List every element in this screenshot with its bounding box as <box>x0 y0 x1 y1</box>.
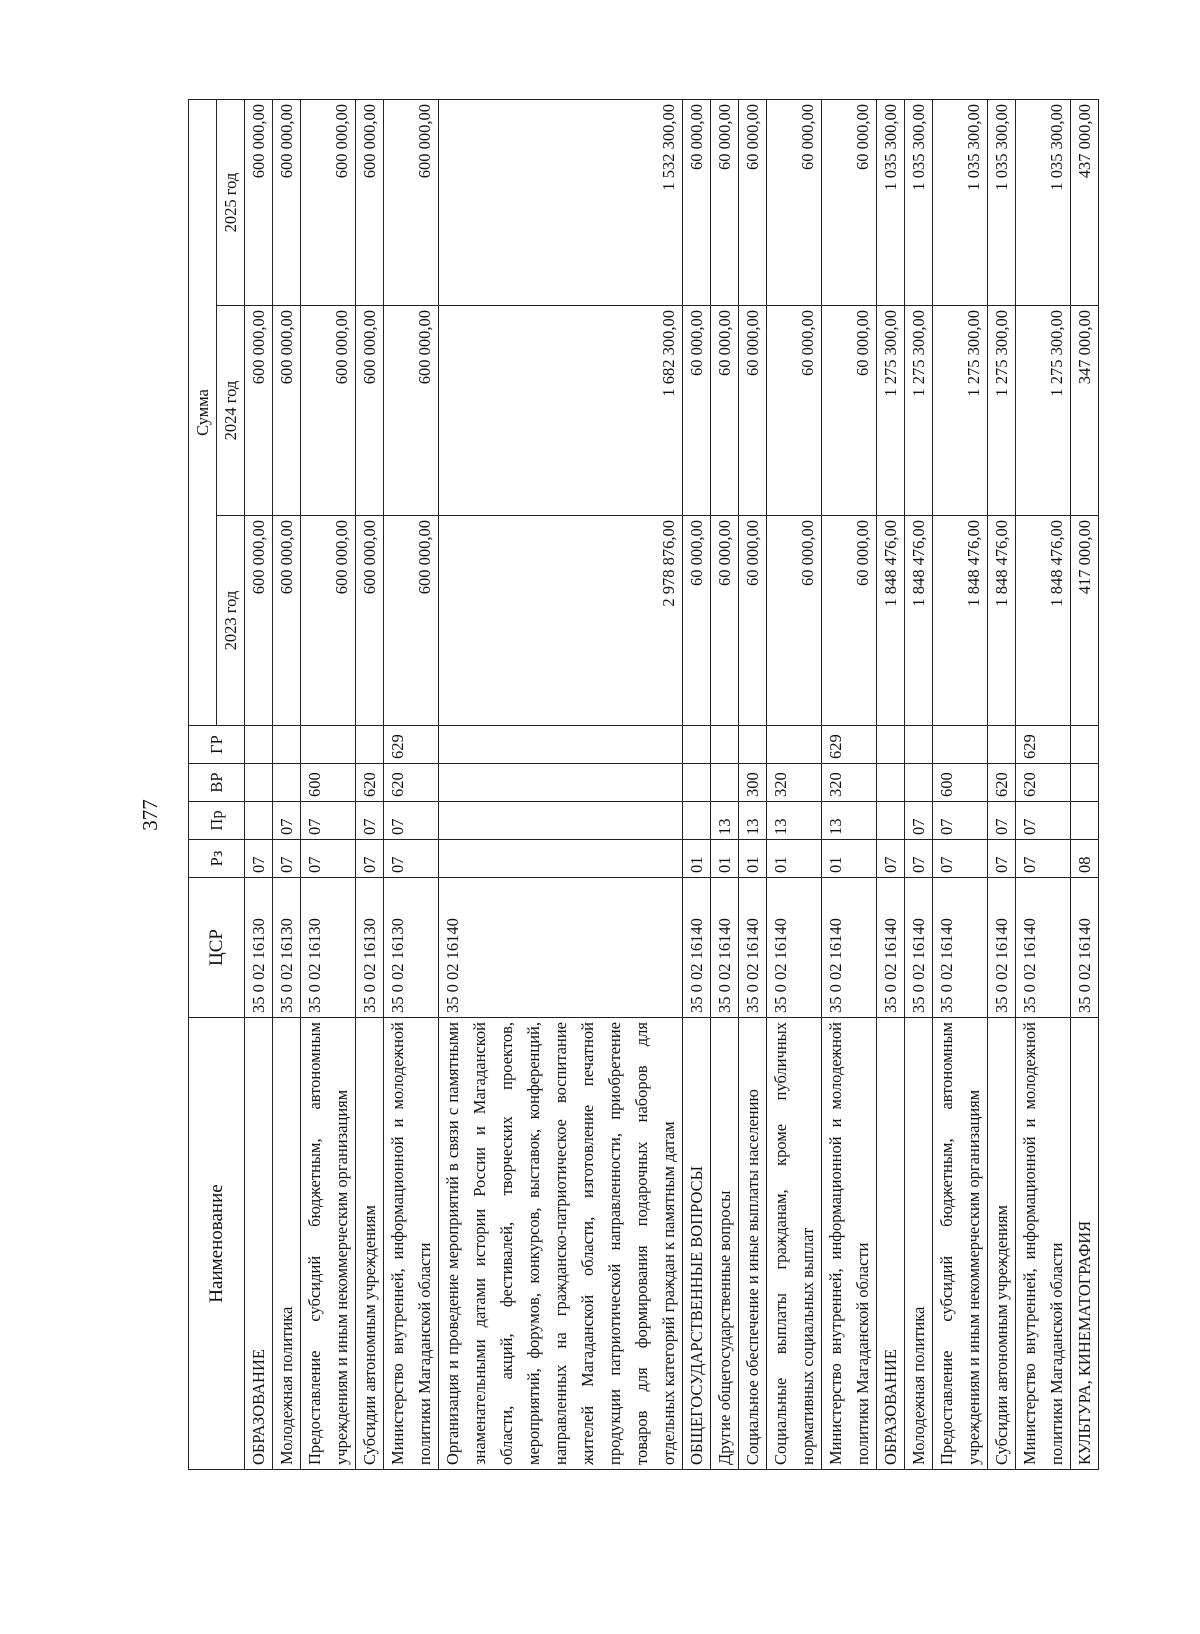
row-2023: 60 000,00 <box>711 516 739 726</box>
row-csr: 35 0 02 16140 <box>683 878 711 1018</box>
row-pr: 07 <box>356 802 384 840</box>
header-gr: ГР <box>189 726 245 764</box>
row-name: Министерство внутренней, информационной и молодежной политики Магаданской области <box>384 1018 439 1470</box>
row-name: Другие общегосударственные вопросы <box>711 1018 739 1470</box>
row-2023: 600 000,00 <box>384 516 439 726</box>
row-2025: 437 000,00 <box>1071 100 1099 306</box>
row-gr <box>711 726 739 764</box>
row-rz: 07 <box>933 840 988 878</box>
row-2024: 1 275 300,00 <box>988 306 1016 516</box>
row-vr <box>711 764 739 802</box>
row-vr: 320 <box>767 764 822 802</box>
row-vr: 620 <box>384 764 439 802</box>
row-rz <box>439 840 683 878</box>
row-2024: 60 000,00 <box>683 306 711 516</box>
row-2023: 60 000,00 <box>767 516 822 726</box>
row-gr <box>301 726 356 764</box>
row-2023: 2 978 876,00 <box>439 516 683 726</box>
row-csr: 35 0 02 16130 <box>301 878 356 1018</box>
row-vr: 600 <box>933 764 988 802</box>
row-gr <box>905 726 933 764</box>
header-2025: 2025 год <box>217 100 245 306</box>
page-number: 377 <box>138 799 162 831</box>
table-row <box>1016 100 1071 1470</box>
row-2025: 60 000,00 <box>739 100 767 306</box>
row-2025: 1 532 300,00 <box>439 100 683 306</box>
row-2023: 1 848 476,00 <box>988 516 1016 726</box>
table-row <box>384 100 439 1470</box>
row-csr: 35 0 02 16140 <box>905 878 933 1018</box>
row-csr: 35 0 02 16140 <box>822 878 877 1018</box>
row-vr: 600 <box>301 764 356 802</box>
row-pr: 07 <box>301 802 356 840</box>
row-2025: 1 035 300,00 <box>988 100 1016 306</box>
row-2024: 600 000,00 <box>384 306 439 516</box>
row-rz: 07 <box>356 840 384 878</box>
row-name: Предоставление субсидий бюджетным, автономным учреждениям и иным некоммерческим организациям <box>933 1018 988 1470</box>
row-rz: 07 <box>905 840 933 878</box>
budget-table <box>188 99 1099 1470</box>
table-row <box>767 100 822 1470</box>
row-gr: 629 <box>1016 726 1071 764</box>
row-vr <box>877 764 905 802</box>
row-2024: 600 000,00 <box>273 306 301 516</box>
row-2024: 600 000,00 <box>356 306 384 516</box>
row-name: ОБРАЗОВАНИЕ <box>877 1018 905 1470</box>
row-gr <box>767 726 822 764</box>
row-gr <box>739 726 767 764</box>
row-gr <box>245 726 273 764</box>
row-2025: 600 000,00 <box>273 100 301 306</box>
row-name: ОБРАЗОВАНИЕ <box>245 1018 273 1470</box>
row-csr: 35 0 02 16140 <box>439 878 683 1018</box>
row-csr: 35 0 02 16140 <box>739 878 767 1018</box>
row-rz: 01 <box>822 840 877 878</box>
row-name: Предоставление субсидий бюджетным, автономным учреждениям и иным некоммерческим организациям <box>301 1018 356 1470</box>
row-2024: 1 275 300,00 <box>933 306 988 516</box>
header-2023: 2023 год <box>217 516 245 726</box>
table-row <box>739 100 767 1470</box>
row-rz: 07 <box>273 840 301 878</box>
row-pr <box>245 802 273 840</box>
header-csr: ЦСР <box>189 878 245 1018</box>
row-rz: 07 <box>988 840 1016 878</box>
row-csr: 35 0 02 16140 <box>877 878 905 1018</box>
row-rz: 01 <box>739 840 767 878</box>
row-vr: 300 <box>739 764 767 802</box>
row-name: Молодежная политика <box>273 1018 301 1470</box>
row-name: Министерство внутренней, информационной и молодежной политики Магаданской области <box>822 1018 877 1470</box>
row-2025: 600 000,00 <box>301 100 356 306</box>
row-gr <box>877 726 905 764</box>
header-sum: Сумма <box>189 100 217 726</box>
row-2024: 347 000,00 <box>1071 306 1099 516</box>
header-pr: Пр <box>189 802 245 840</box>
row-2023: 1 848 476,00 <box>905 516 933 726</box>
table-row <box>273 100 301 1470</box>
row-gr <box>273 726 301 764</box>
header-vr: ВР <box>189 764 245 802</box>
row-pr <box>1071 802 1099 840</box>
row-2024: 60 000,00 <box>711 306 739 516</box>
row-gr <box>1071 726 1099 764</box>
row-2023: 417 000,00 <box>1071 516 1099 726</box>
row-name: ОБЩЕГОСУДАРСТВЕННЫЕ ВОПРОСЫ <box>683 1018 711 1470</box>
row-2024: 1 275 300,00 <box>905 306 933 516</box>
row-rz: 07 <box>384 840 439 878</box>
row-gr <box>988 726 1016 764</box>
row-rz: 07 <box>245 840 273 878</box>
row-vr <box>905 764 933 802</box>
row-2025: 600 000,00 <box>245 100 273 306</box>
table-body <box>245 100 1099 1470</box>
row-csr: 35 0 02 16140 <box>1016 878 1071 1018</box>
row-pr: 07 <box>384 802 439 840</box>
table-row <box>439 100 683 1470</box>
row-rz: 07 <box>301 840 356 878</box>
table-row <box>905 100 933 1470</box>
row-2023: 1 848 476,00 <box>933 516 988 726</box>
row-gr: 629 <box>822 726 877 764</box>
row-2025: 1 035 300,00 <box>877 100 905 306</box>
row-gr <box>356 726 384 764</box>
row-2025: 1 035 300,00 <box>933 100 988 306</box>
row-2024: 1 275 300,00 <box>1016 306 1071 516</box>
row-2024: 60 000,00 <box>739 306 767 516</box>
row-name: Субсидии автономным учреждениям <box>988 1018 1016 1470</box>
row-name: Министерство внутренней, информационной и молодежной политики Магаданской области <box>1016 1018 1071 1470</box>
row-2025: 600 000,00 <box>356 100 384 306</box>
row-vr: 620 <box>1016 764 1071 802</box>
table-row <box>245 100 273 1470</box>
row-vr: 620 <box>988 764 1016 802</box>
table-row <box>1071 100 1099 1470</box>
row-2024: 1 682 300,00 <box>439 306 683 516</box>
row-2025: 1 035 300,00 <box>905 100 933 306</box>
row-2025: 60 000,00 <box>822 100 877 306</box>
row-2025: 60 000,00 <box>767 100 822 306</box>
row-2023: 60 000,00 <box>683 516 711 726</box>
row-vr: 620 <box>356 764 384 802</box>
row-pr: 13 <box>822 802 877 840</box>
row-gr <box>683 726 711 764</box>
table-row <box>822 100 877 1470</box>
row-gr <box>439 726 683 764</box>
table-row <box>683 100 711 1470</box>
row-name: Организация и проведение мероприятий в связи с памятными знаменательными датами истории России и Магаданской области, акций, фестивалей, творческих проектов, мероприятий, форумов, конкурсов, выставок, конференций, направленных на гражданско-патриотическое воспитание жителей Магаданской области, изготовление печатной продукции патриотической направленности, приобретение товаров для формирования подарочных наборов для отдельных категорий граждан к памятным датам <box>439 1018 683 1470</box>
row-vr <box>683 764 711 802</box>
row-2025: 600 000,00 <box>384 100 439 306</box>
row-2023: 600 000,00 <box>301 516 356 726</box>
row-vr <box>245 764 273 802</box>
rotated-table-area <box>188 100 1094 1470</box>
header-row-1 <box>189 100 217 1470</box>
row-csr: 35 0 02 16140 <box>988 878 1016 1018</box>
row-pr: 07 <box>1016 802 1071 840</box>
row-pr <box>683 802 711 840</box>
row-pr: 07 <box>273 802 301 840</box>
row-pr <box>877 802 905 840</box>
row-vr <box>1071 764 1099 802</box>
row-csr: 35 0 02 16130 <box>245 878 273 1018</box>
table-row <box>933 100 988 1470</box>
table-row <box>988 100 1016 1470</box>
row-gr <box>933 726 988 764</box>
row-rz: 01 <box>683 840 711 878</box>
row-pr: 07 <box>933 802 988 840</box>
row-2023: 600 000,00 <box>273 516 301 726</box>
row-csr: 35 0 02 16130 <box>356 878 384 1018</box>
row-csr: 35 0 02 16140 <box>767 878 822 1018</box>
row-csr: 35 0 02 16140 <box>711 878 739 1018</box>
row-vr: 320 <box>822 764 877 802</box>
row-pr: 13 <box>739 802 767 840</box>
row-2023: 600 000,00 <box>245 516 273 726</box>
row-2023: 600 000,00 <box>356 516 384 726</box>
row-2024: 600 000,00 <box>301 306 356 516</box>
row-name: Социальное обеспечение и иные выплаты населению <box>739 1018 767 1470</box>
row-2023: 60 000,00 <box>739 516 767 726</box>
table-row <box>301 100 356 1470</box>
header-2024: 2024 год <box>217 306 245 516</box>
row-pr: 07 <box>988 802 1016 840</box>
row-2024: 60 000,00 <box>767 306 822 516</box>
row-csr: 35 0 02 16130 <box>273 878 301 1018</box>
row-2024: 1 275 300,00 <box>877 306 905 516</box>
row-2024: 60 000,00 <box>822 306 877 516</box>
row-vr <box>439 764 683 802</box>
row-pr <box>439 802 683 840</box>
row-rz: 01 <box>767 840 822 878</box>
row-2023: 1 848 476,00 <box>877 516 905 726</box>
table-wrapper <box>188 100 1094 1470</box>
row-vr <box>273 764 301 802</box>
table-row <box>356 100 384 1470</box>
row-csr: 35 0 02 16140 <box>1071 878 1099 1018</box>
row-name: Субсидии автономным учреждениям <box>356 1018 384 1470</box>
row-2023: 1 848 476,00 <box>1016 516 1071 726</box>
row-2024: 600 000,00 <box>245 306 273 516</box>
header-name: Наименование <box>189 1018 245 1470</box>
row-pr: 13 <box>767 802 822 840</box>
table-row <box>877 100 905 1470</box>
row-rz: 07 <box>877 840 905 878</box>
row-rz: 08 <box>1071 840 1099 878</box>
row-2023: 60 000,00 <box>822 516 877 726</box>
row-gr: 629 <box>384 726 439 764</box>
header-rz: Рз <box>189 840 245 878</box>
row-name: Молодежная политика <box>905 1018 933 1470</box>
row-rz: 01 <box>711 840 739 878</box>
row-2025: 60 000,00 <box>683 100 711 306</box>
row-name: КУЛЬТУРА, КИНЕМАТОГРАФИЯ <box>1071 1018 1099 1470</box>
table-row <box>711 100 739 1470</box>
row-rz: 07 <box>1016 840 1071 878</box>
row-pr: 13 <box>711 802 739 840</box>
row-name: Социальные выплаты гражданам, кроме публичных нормативных социальных выплат <box>767 1018 822 1470</box>
row-2025: 60 000,00 <box>711 100 739 306</box>
row-2025: 1 035 300,00 <box>1016 100 1071 306</box>
row-csr: 35 0 02 16130 <box>384 878 439 1018</box>
row-pr: 07 <box>905 802 933 840</box>
row-csr: 35 0 02 16140 <box>933 878 988 1018</box>
